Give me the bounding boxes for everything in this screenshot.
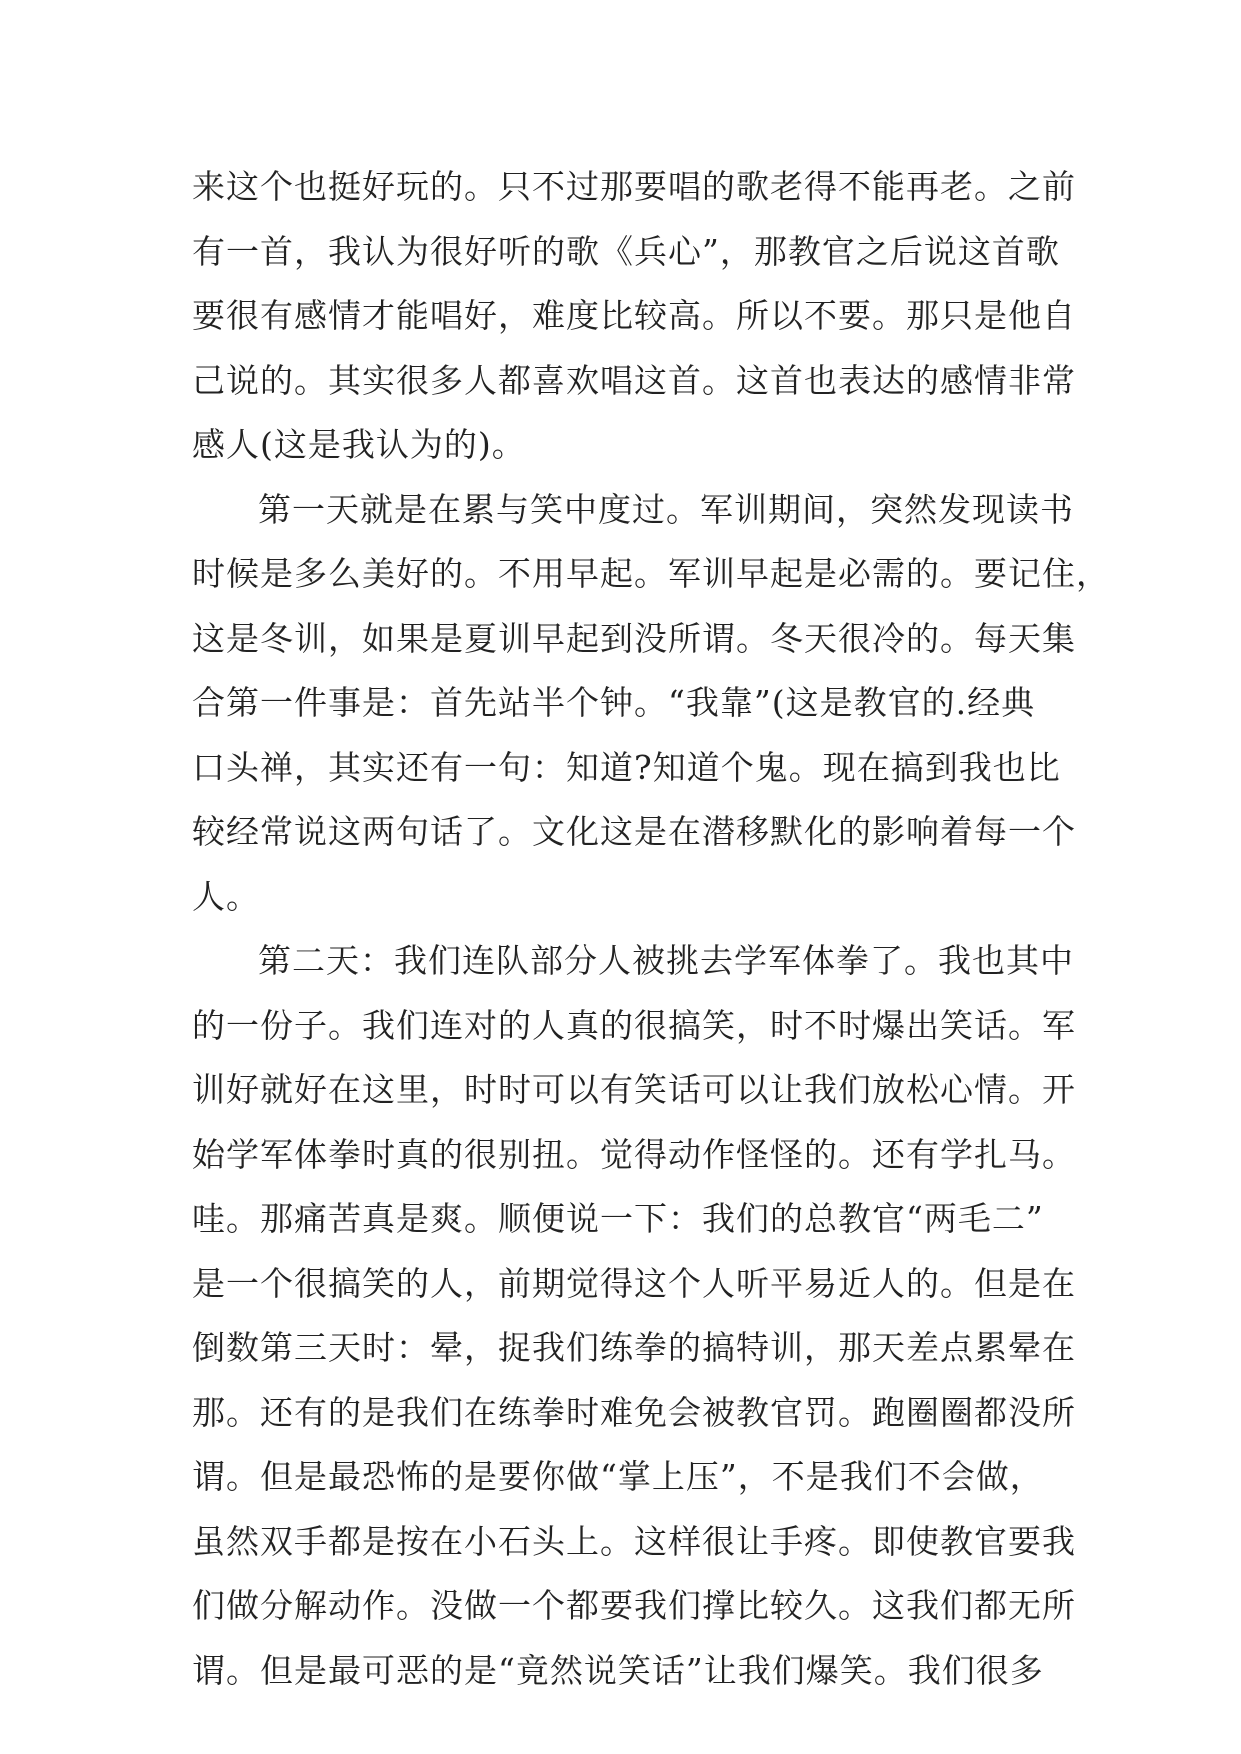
paragraph (192, 155, 1076, 478)
text-line: 人。 (192, 876, 260, 916)
text-line: 时候是多么美好的。不用早起。军训早起是必需的。要记住， (192, 554, 1110, 593)
text-line: 感人(这是我认为的)。 (192, 425, 526, 464)
text-line: 虽然双手都是按在小石头上。这样很让手疼。即使教官要我 (192, 1521, 1076, 1561)
text-line: 口头禅，其实还有一句：知道?知道个鬼。现在搞到我也比 (192, 747, 1061, 787)
text-line: 倒数第三天时：晕，捉我们练拳的搞特训，那天差点累晕在 (192, 1328, 1076, 1367)
text-line: 合第一件事是：首先站半个钟。“我靠”(这是教官的.经典 (192, 683, 1036, 722)
body-text (192, 155, 1110, 1703)
text-line: 谓。但是最恐怖的是要你做“掌上压”，不是我们不会做， (192, 1457, 1044, 1496)
text-line: 来这个也挺好玩的。只不过那要唱的歌老得不能再老。之前 (192, 167, 1076, 206)
text-line: 这是冬训，如果是夏训早起到没所谓。冬天很冷的。每天集 (192, 618, 1076, 658)
text-line: 己说的。其实很多人都喜欢唱这首。这首也表达的感情非常 (192, 360, 1076, 400)
text-line: 始学军体拳时真的很别扭。觉得动作怪怪的。还有学扎马。 (192, 1134, 1076, 1174)
text-line: 谓。但是最可恶的是“竟然说笑话”让我们爆笑。我们很多 (192, 1650, 1044, 1690)
text-line: 较经常说这两句话了。文化这是在潜移默化的影响着每一个 (192, 812, 1076, 851)
text-line: 训好就好在这里，时时可以有笑话可以让我们放松心情。开 (192, 1070, 1076, 1109)
paragraph (192, 929, 1076, 1703)
text-line: 是一个很搞笑的人，前期觉得这个人听平易近人的。但是在 (192, 1263, 1076, 1303)
text-line: 们做分解动作。没做一个都要我们撑比较久。这我们都无所 (192, 1586, 1076, 1625)
text-line: 有一首，我认为很好听的歌《兵心”，那教官之后说这首歌 (192, 231, 1060, 271)
paragraph (192, 478, 1110, 930)
text-line: 哇。那痛苦真是爽。顺便说一下：我们的总教官“两毛二” (192, 1199, 1044, 1238)
text-line: 要很有感情才能唱好，难度比较高。所以不要。那只是他自 (192, 296, 1076, 335)
text-line: 那。还有的是我们在练拳时难免会被教官罚。跑圈圈都没所 (192, 1392, 1076, 1432)
text-line: 第一天就是在累与笑中度过。军训期间，突然发现读书 (258, 489, 1074, 529)
text-line: 第二天：我们连队部分人被挑去学军体拳了。我也其中 (258, 941, 1074, 980)
text-line: 的一份子。我们连对的人真的很搞笑，时不时爆出笑话。军 (192, 1005, 1076, 1045)
